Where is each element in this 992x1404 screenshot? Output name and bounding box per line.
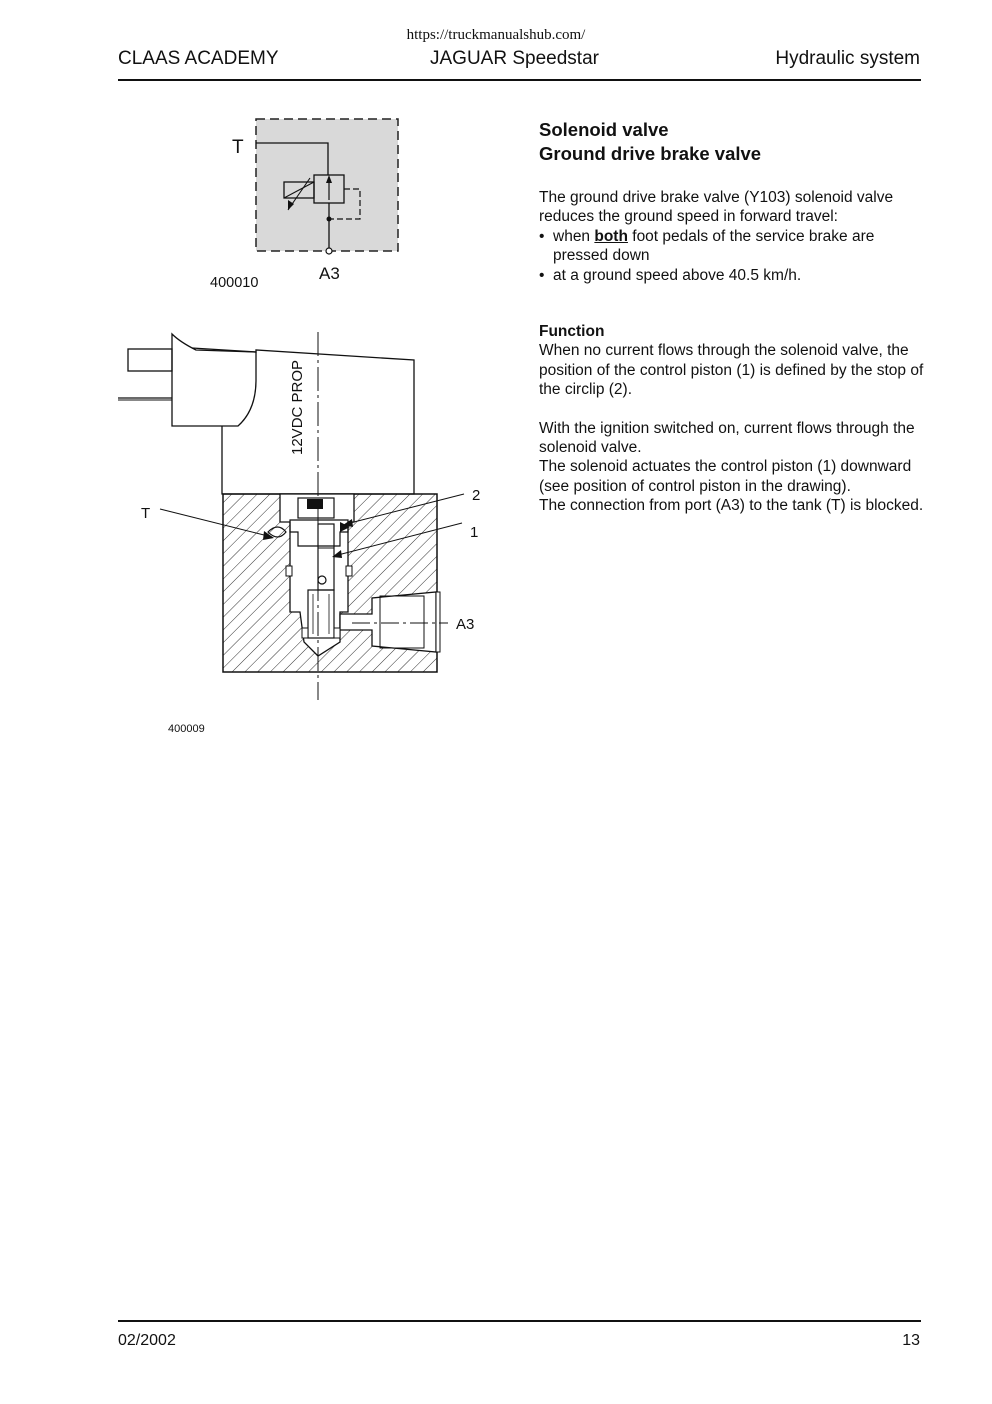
bullet1-pre: when — [553, 227, 595, 245]
function-paragraph-1: When no current flows through the solenoid valve, the position of the control piston (1) is defined by the stop of the circlip (2). — [539, 342, 924, 399]
function-paragraph-2c: The connection from port (A3) to the tank (T) is blocked. — [539, 497, 924, 515]
footer-date: 02/2002 — [118, 1332, 176, 1349]
intro-paragraph: The ground drive brake valve (Y103) solenoid valve reduces the ground speed in forward travel: — [539, 189, 894, 226]
section-label-a3: A3 — [456, 616, 475, 633]
section-label-t: T — [141, 505, 151, 522]
page-number: 13 — [902, 1332, 920, 1349]
list-item — [539, 227, 929, 266]
header-center: JAGUAR Speedstar — [430, 48, 599, 69]
condition-list — [539, 227, 929, 285]
bullet1-post: foot pedals of the service brake are pressed down — [553, 227, 875, 265]
title-line-1: Solenoid valve — [539, 119, 669, 140]
symbol-label-a3: A3 — [319, 264, 340, 283]
title-line-2: Ground drive brake valve — [539, 143, 762, 164]
connector-housing — [172, 334, 256, 426]
footer-rule — [118, 1320, 921, 1322]
coil-marking: 12VDC PROP — [289, 359, 306, 455]
symbol-dashed-frame — [256, 119, 398, 251]
section-label-1: 1 — [470, 524, 479, 541]
function-paragraph-2b: The solenoid actuates the control piston (1) downward (see position of control piston in the drawing). — [539, 458, 912, 495]
list-item — [539, 266, 929, 285]
bullet2-text: at a ground speed above 40.5 km/h. — [553, 266, 802, 284]
valve-section-drawing — [118, 332, 480, 735]
bullet1-emphasis: both — [594, 227, 628, 245]
figure1-number: 400010 — [210, 275, 259, 291]
symbol-label-t: T — [232, 137, 244, 158]
function-heading: Function — [539, 323, 605, 341]
connector-plug — [128, 349, 172, 371]
section-label-2: 2 — [472, 487, 481, 504]
source-url: https://truckmanualshub.com/ — [406, 27, 586, 43]
figure2-number: 400009 — [168, 723, 205, 735]
valve-symbol-diagram — [210, 119, 398, 291]
header-right: Hydraulic system — [775, 48, 920, 69]
text-column — [539, 118, 929, 516]
header-left: CLAAS ACADEMY — [118, 48, 279, 69]
function-paragraph-2a: With the ignition switched on, current flows through the solenoid valve. — [539, 419, 915, 457]
